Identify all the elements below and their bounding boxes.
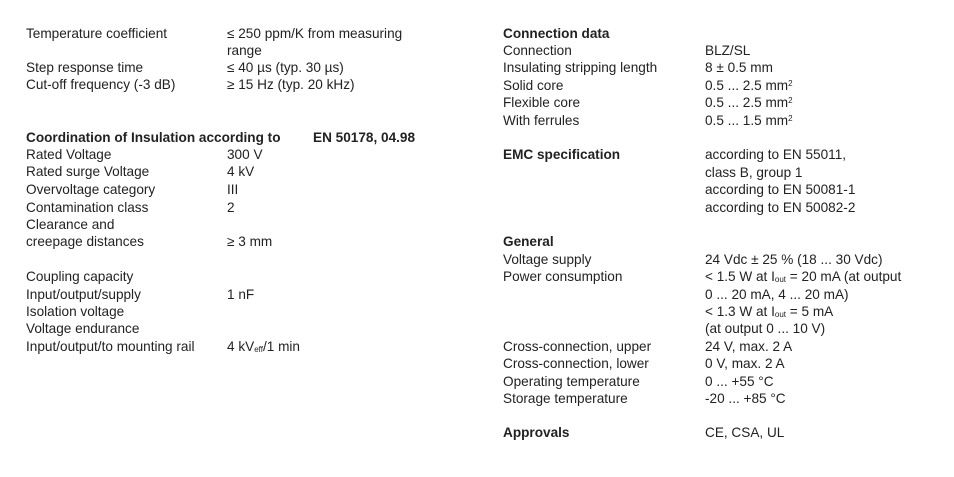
- heading-text: Coordination of Insulation according to: [26, 130, 281, 145]
- spec-label: Solid core: [503, 78, 564, 93]
- spec-value: 300 V: [227, 147, 263, 162]
- spec-value: 8 ± 0.5 mm: [705, 60, 773, 75]
- spec-input-output-supply: [26, 286, 466, 303]
- value-subscript: out: [774, 310, 787, 319]
- spec-flexible-core: [503, 94, 943, 111]
- spec-coupling-capacity: [26, 268, 466, 285]
- spec-value: [705, 94, 793, 111]
- spec-cutoff-frequency: [26, 76, 466, 93]
- value-text: = 5 mA: [786, 304, 834, 319]
- value-superscript: 2: [788, 96, 793, 105]
- spec-value: 0 ... +55 °C: [705, 374, 774, 389]
- spec-operating-temperature: [503, 373, 943, 390]
- spec-power-consumption-line: [503, 286, 943, 303]
- spec-label: Temperature coefficient: [26, 26, 168, 41]
- value-text: 0.5 ... 2.5 mm: [705, 78, 789, 93]
- spec-cross-connection-upper: [503, 338, 943, 355]
- value-superscript: 2: [788, 79, 793, 88]
- spec-label: Cross-connection, upper: [503, 339, 652, 354]
- spec-label: Contamination class: [26, 200, 149, 215]
- spec-label: Overvoltage category: [26, 182, 156, 197]
- spec-creepage: [26, 233, 466, 250]
- spec-temperature-coefficient-cont: [26, 42, 466, 59]
- spec-label: Voltage supply: [503, 252, 592, 267]
- spec-emc-line: [503, 199, 943, 216]
- spec-value: -20 ... +85 °C: [705, 391, 786, 406]
- value-subscript: eff: [254, 345, 263, 354]
- spec-value: [705, 303, 833, 320]
- spec-power-consumption: [503, 268, 943, 285]
- spec-cross-connection-lower: [503, 355, 943, 372]
- spec-value: ≥ 3 mm: [227, 234, 273, 249]
- spec-value: III: [227, 182, 239, 197]
- spec-value: according to EN 50082-2: [705, 200, 856, 215]
- value-text: 4 kV: [227, 339, 255, 354]
- spec-label: Input/output/to mounting rail: [26, 339, 195, 354]
- value-subscript: out: [774, 275, 787, 284]
- spec-approvals: [503, 424, 943, 441]
- value-text: /1 min: [262, 339, 300, 354]
- value-text: < 1.3 W at I: [705, 304, 775, 319]
- spec-rated-surge-voltage: [26, 163, 466, 180]
- value-superscript: 2: [788, 114, 793, 123]
- spec-value: [705, 77, 793, 94]
- section-heading-insulation: [26, 129, 466, 146]
- spec-ferrules: [503, 112, 943, 129]
- spec-label: Cut-off frequency (-3 dB): [26, 77, 176, 92]
- value-text: < 1.5 W at I: [705, 269, 775, 284]
- spec-label: Rated surge Voltage: [26, 164, 150, 179]
- spec-value: 4 kV: [227, 164, 255, 179]
- heading-standard: EN 50178, 04.98: [313, 130, 416, 145]
- spec-value: 0 V, max. 2 A: [705, 356, 785, 371]
- spec-value: according to EN 50081-1: [705, 182, 856, 197]
- spec-emc-line: [503, 181, 943, 198]
- spec-label: Connection: [503, 43, 572, 58]
- spec-connection: [503, 42, 943, 59]
- spec-rated-voltage: [26, 146, 466, 163]
- spec-label: Input/output/supply: [26, 287, 141, 302]
- spec-contamination-class: [26, 199, 466, 216]
- spec-temperature-coefficient: [26, 25, 466, 42]
- spec-label: Rated Voltage: [26, 147, 112, 162]
- spec-emc: [503, 146, 943, 163]
- spec-emc-line: [503, 164, 943, 181]
- spec-value: [705, 112, 793, 129]
- spec-value: 1 nF: [227, 287, 255, 302]
- spec-stripping-length: [503, 59, 943, 76]
- spec-value: 24 Vdc ± 25 % (18 ... 30 Vdc): [705, 252, 883, 267]
- spec-value: 0 ... 20 mA, 4 ... 20 mA): [705, 287, 849, 302]
- spec-value: 24 V, max. 2 A: [705, 339, 793, 354]
- spec-voltage-supply: [503, 251, 943, 268]
- spec-solid-core: [503, 77, 943, 94]
- spec-value: ≥ 15 Hz (typ. 20 kHz): [227, 77, 355, 92]
- spec-value: (at output 0 ... 10 V): [705, 321, 826, 336]
- spec-label: Step response time: [26, 60, 144, 75]
- spec-label: Insulating stripping length: [503, 60, 658, 75]
- spec-value: [705, 268, 901, 285]
- spec-label: Clearance and: [26, 217, 115, 232]
- spec-label: Operating temperature: [503, 374, 640, 389]
- spec-power-consumption-line: [503, 303, 943, 320]
- spec-label: Coupling capacity: [26, 269, 134, 284]
- section-heading-connection: [503, 25, 943, 42]
- value-text: 0.5 ... 2.5 mm: [705, 95, 789, 110]
- spec-value: class B, group 1: [705, 165, 803, 180]
- spec-label: Storage temperature: [503, 391, 628, 406]
- heading-text: General: [503, 234, 554, 249]
- section-heading-approvals: Approvals: [503, 425, 570, 440]
- spec-label: creepage distances: [26, 234, 144, 249]
- spec-value: ≤ 250 ppm/K from measuring: [227, 26, 403, 41]
- spec-label: Power consumption: [503, 269, 623, 284]
- section-heading-emc: EMC specification: [503, 147, 621, 162]
- spec-voltage-endurance: [26, 320, 466, 337]
- spec-label: With ferrules: [503, 113, 580, 128]
- spec-label: Voltage endurance: [26, 321, 140, 336]
- spec-value: [227, 338, 300, 355]
- spec-value: CE, CSA, UL: [705, 425, 785, 440]
- value-text: 0.5 ... 1.5 mm: [705, 113, 789, 128]
- spec-value: 2: [227, 200, 235, 215]
- spec-clearance: [26, 216, 466, 233]
- heading-text: Connection data: [503, 26, 610, 41]
- spec-label: Cross-connection, lower: [503, 356, 649, 371]
- section-heading-general: [503, 233, 943, 250]
- spec-isolation-voltage: [26, 303, 466, 320]
- spec-value: range: [227, 43, 262, 58]
- spec-label: Flexible core: [503, 95, 581, 110]
- spec-step-response: [26, 59, 466, 76]
- spec-value: BLZ/SL: [705, 43, 751, 58]
- spec-storage-temperature: [503, 390, 943, 407]
- value-text: = 20 mA (at output: [786, 269, 902, 284]
- spec-overvoltage-category: [26, 181, 466, 198]
- spec-power-consumption-line: [503, 320, 943, 337]
- spec-value: ≤ 40 µs (typ. 30 µs): [227, 60, 344, 75]
- spec-mounting-rail: [26, 338, 466, 355]
- spec-value: according to EN 55011,: [705, 147, 847, 162]
- spec-label: Isolation voltage: [26, 304, 125, 319]
